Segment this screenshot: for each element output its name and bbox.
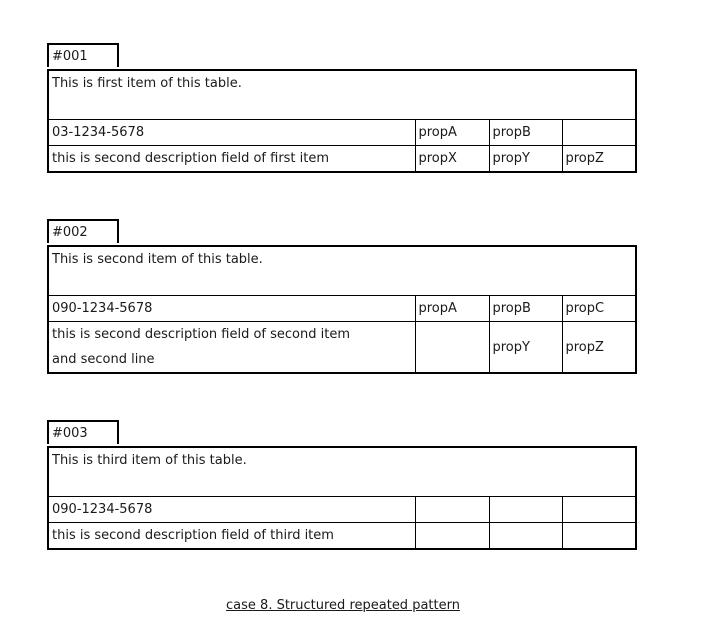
prop-cell: propC [562,296,636,322]
phone-cell: 03-1234-5678 [48,120,415,146]
description-cell: this is second description field of first item [48,146,415,173]
prop-cell [489,523,562,550]
prop-cell: propY [489,146,562,173]
prop-cell [562,523,636,550]
prop-cell: propZ [562,322,636,374]
prop-cell [562,120,636,146]
prop-cell [562,497,636,523]
record-table [47,446,637,550]
prop-cell: propB [489,120,562,146]
prop-cell: propY [489,322,562,374]
phone-cell: 090-1234-5678 [48,296,415,322]
record-title: This is first item of this table. [48,70,636,120]
description-cell [48,322,415,374]
prop-cell [415,523,489,550]
prop-cell: propZ [562,146,636,173]
record-title: This is third item of this table. [48,447,636,497]
record-title: This is second item of this table. [48,246,636,296]
prop-cell [489,497,562,523]
record-table [47,245,637,374]
prop-cell: propA [415,296,489,322]
figure-caption: case 8. Structured repeated pattern [226,598,460,613]
description-line: and second line [52,352,155,367]
prop-cell [415,497,489,523]
record-id-tab: #003 [47,420,119,444]
prop-cell: propB [489,296,562,322]
record-id-tab: #002 [47,219,119,243]
description-line: this is second description field of second item [52,327,350,342]
phone-cell: 090-1234-5678 [48,497,415,523]
record-id-tab: #001 [47,43,119,67]
record-table [47,69,637,173]
description-cell: this is second description field of third item [48,523,415,550]
prop-cell: propA [415,120,489,146]
prop-cell [415,322,489,374]
prop-cell: propX [415,146,489,173]
